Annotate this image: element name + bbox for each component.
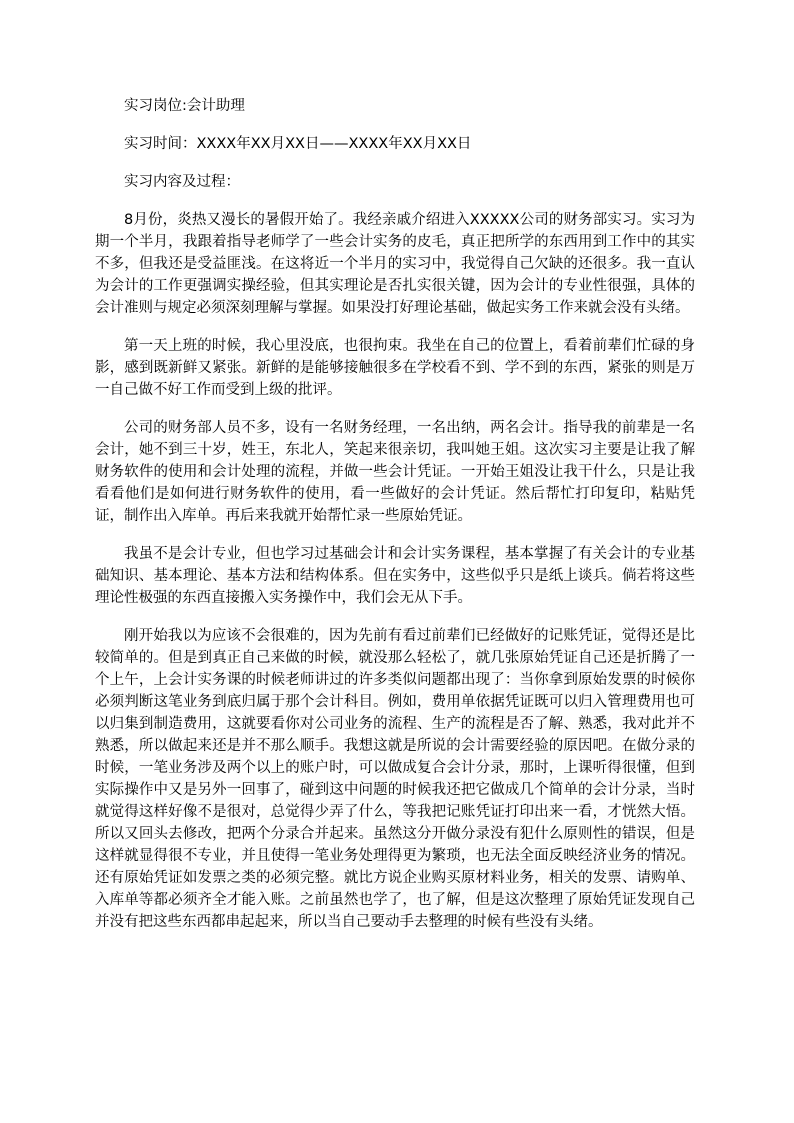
document-body (95, 95, 695, 933)
paragraph-2: 第一天上班的时候，我心里没底，也很拘束。我坐在自己的位置上，看着前辈们忙碌的身影，感到既新鲜又紧张。新鲜的是能够接触很多在学校看不到、学不到的东西，紧张的则是万一自己做不好工作而受到上级的批评。 (95, 338, 695, 398)
internship-position: 实习岗位:会计助理 (124, 98, 245, 114)
paragraph-1: 8月份，炎热又漫长的暑假开始了。我经亲戚介绍进入XXXXX公司的财务部实习。实习为期一个半月，我跟着指导老师学了一些会计实务的皮毛，真正把所学的东西用到工作中的其实不多，但我还是受益匪浅。在这将近一个半月的实习中，我觉得自己欠缺的还很多。我一直认为会计的工作更强调实操经验，但其实理论是否扎实很关键，因为会计的专业性很强，具体的会计准则与规定必须深刻理解与掌握。如果没打好理论基础，做起实务工作来就会没有头绪。 (95, 212, 695, 316)
content-heading: 实习内容及过程： (124, 174, 240, 190)
paragraph-3: 公司的财务部人员不多，设有一名财务经理，一名出纳，两名会计。指导我的前辈是一名会计，她不到三十岁，姓王，东北人，笑起来很亲切，我叫她王姐。这次实习主要是让我了解财务软件的使用和会计处理的流程，并做一些会计凭证。一开始王姐没让我干什么，只是让我看看他们是如何进行财务软件的使用，看一些做好的会计凭证。然后帮忙打印复印，粘贴凭证，制作出入库单。再后来我就开始帮忙录一些原始凭证。 (95, 420, 695, 524)
internship-time: 实习时间：XXXX年XX月XX日——XXXX年XX月XX日 (124, 136, 472, 152)
paragraph-4: 我虽不是会计专业，但也学习过基础会计和会计实务课程，基本掌握了有关会计的专业基础知识、基本理论、基本方法和结构体系。但在实务中，这些似乎只是纸上谈兵。倘若将这些理论性极强的东西直接搬入实务操作中，我们会无从下手。 (95, 546, 695, 606)
paragraph-5: 刚开始我以为应该不会很难的，因为先前有看过前辈们已经做好的记账凭证，觉得还是比较简单的。但是到真正自己来做的时候，就没那么轻松了，就几张原始凭证自己还是折腾了一个上午，上会计实务课的时候老师讲过的许多类似问题都出现了：当你拿到原始发票的时候你必须判断这笔业务到底归属于那个会计科目。例如，费用单依据凭证既可以归入管理费用也可以归集到制造费用，这就要看你对公司业务的流程、生产的流程是否了解、熟悉，我对此并不熟悉，所以做起来还是并不那么顺手。我想这就是所说的会计需要经验的原因吧。在做分录的时候，一笔业务涉及两个以上的账户时，可以做成复合会计分录，那时，上课听得很懂，但到实际操作中又是另外一回事了，碰到这中问题的时候我还把它做成几个简单的会计分录，当时就觉得这样好像不是很对，总觉得少弄了什么，等我把记账凭证打印出来一看，才恍然大悟。所以又回头去修改，把两个分录合并起来。虽然这分开做分录没有犯什么原则性的错误，但是这样就显得很不专业，并且使得一笔业务处理得更为繁琐，也无法全面反映经济业务的情况。还有原始凭证如发票之类的必须完整。就比方说企业购买原材料业务，相关的发票、请购单、入库单等都必须齐全才能入账。之前虽然也学了，也了解，但是这次整理了原始凭证发现自己并没有把这些东西都串起起来，所以当自己要动手去整理的时候有些没有头绪。 (95, 628, 695, 930)
